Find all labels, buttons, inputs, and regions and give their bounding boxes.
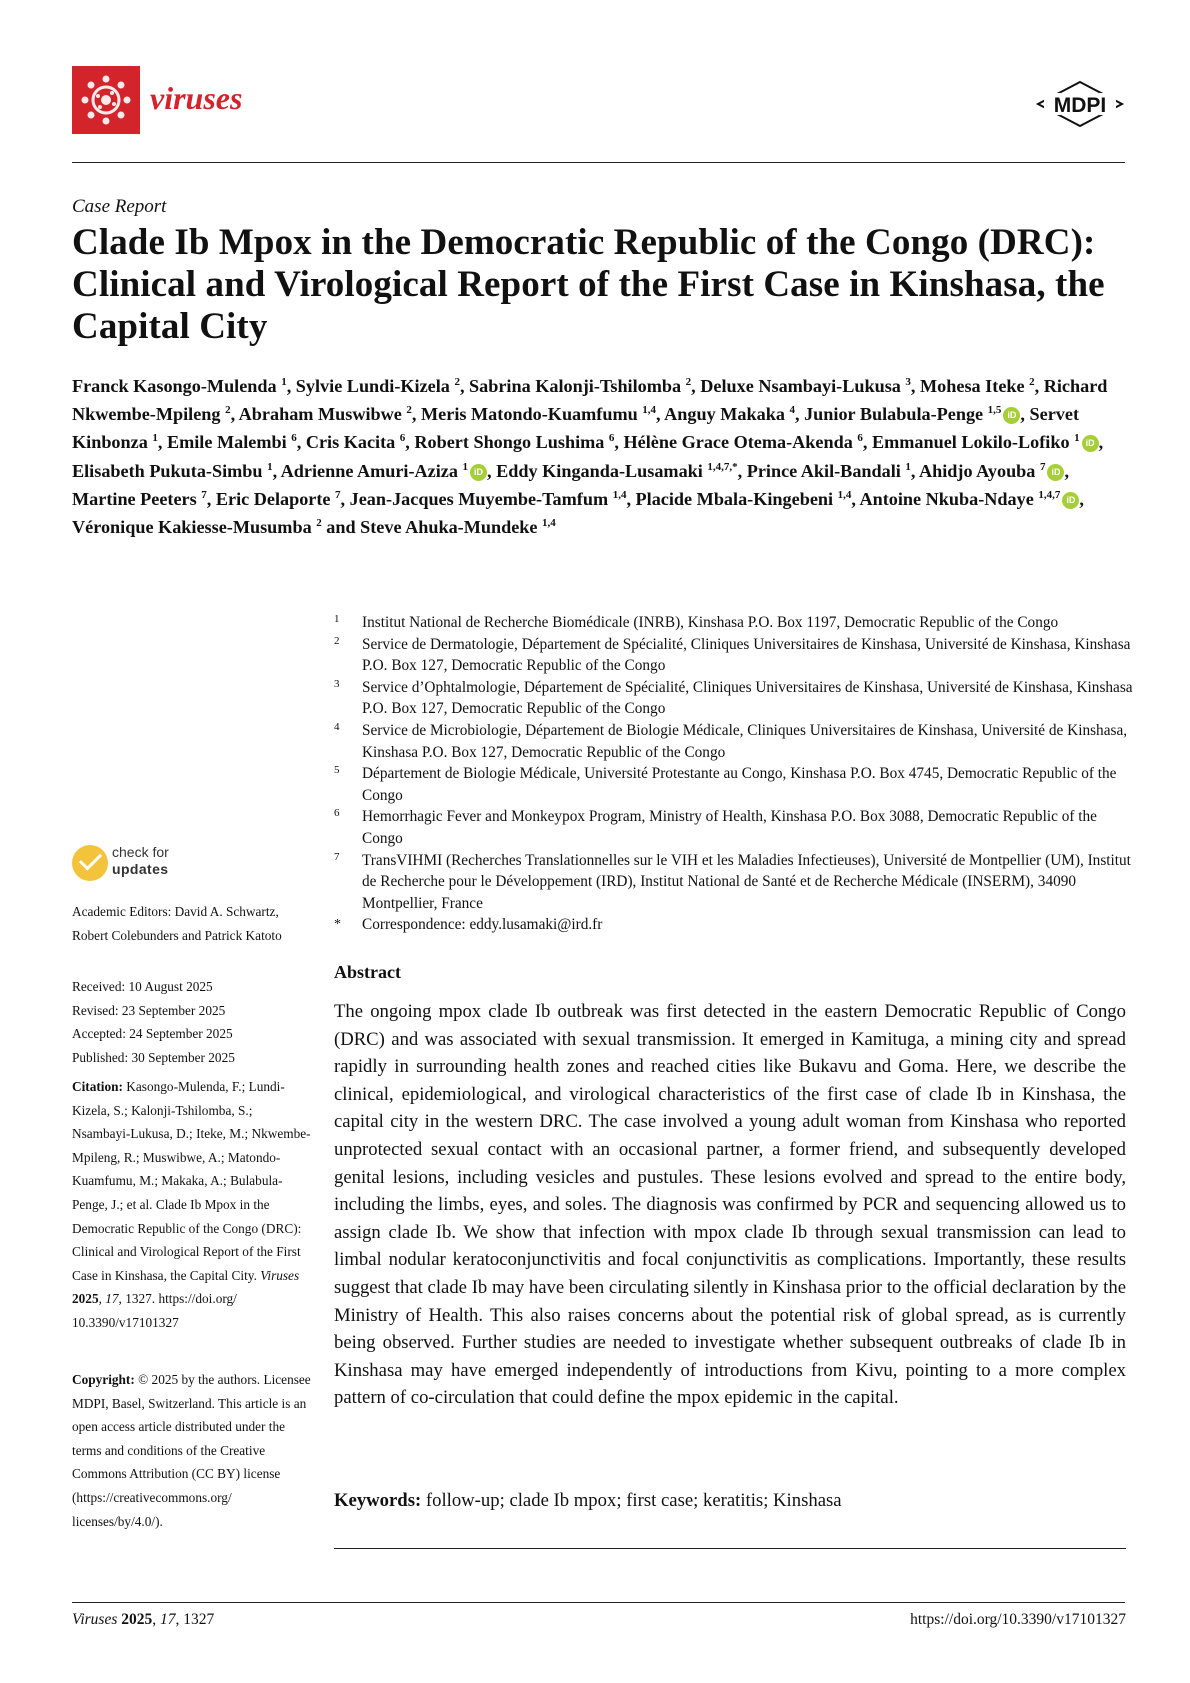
journal-logo (72, 66, 140, 134)
orcid-icon[interactable]: iD (1047, 464, 1064, 481)
author-affiliation-marker: 2 (1029, 376, 1035, 388)
affiliation-text: Service de Dermatologie, Département de Spécialité, Cliniques Universitaires de Kinshasa, Université de Kinshasa, Kinshasa P.O. Box 127, Democratic Republic of the Congo (362, 635, 1131, 675)
abstract-heading: Abstract (334, 962, 401, 982)
citation-label: Citation: (72, 1079, 123, 1094)
footer-volume: 17 (159, 1611, 176, 1628)
footer-citation: Viruses 2025, 17, 1327 (72, 1611, 215, 1628)
author-name[interactable]: Elisabeth Pukuta-Simbu (72, 460, 268, 481)
author-name[interactable]: Eddy Kinganda-Lusamaki (496, 460, 708, 481)
affiliation-item (334, 806, 1134, 849)
author-affiliation-marker: 2 (685, 376, 692, 388)
author-name[interactable]: Sabrina Kalonji-Tshilomba (469, 376, 686, 396)
affiliation-text: Service de Microbiologie, Département de Biologie Médicale, Cliniques Universitaires de Kinshasa, Université de Kinshasa, Kinshasa P.O. Box 127, Democratic Republic of the Congo (362, 721, 1128, 761)
author-affiliation-marker: 4 (789, 404, 795, 417)
abstract-body: The ongoing mpox clade Ib outbreak was first detected in the eastern Democratic Republic of Congo (DRC) and was associated with sexual transmission. It emerged in Kamituga, a mining city and spread rapidly in surrounding health zones and reached cities like Bukavu and Goma. Here, we describe the clinical, epidemiological, and virological characteristics of the first case of clade Ib in Kinshasa, the capital city in the western DRC. The case involved a young adult woman from Kinshasa who reported unprotected sexual contact with an occasional partner, a former friend, and subsequently developed genital lesions, including vesicles and pustules. These lesions evolved and spread to the entire body, including the limbs, eyes, and soles. The diagnosis was confirmed by PCR and sequencing allowed us to assign clade Ib. We show that infection with mpox clade Ib through sexual transmission can lead to limbal nodular keratoconjunctivitis and focal conjunctivitis as complications. Importantly, these results suggest that clade Ib may have been circulating silently in Kinshasa prior to the official declaration by the Ministry of Health. This also raises concerns about the potential risk of global spread, as is currently being observed. Further studies are needed to investigate whether subsequent outbreaks of clade Ib in Kinshasa may have emerged independently of introductions from Kivu, pointing to a more complex pattern of co-circulation that could define the mpox epidemic in the capital. (334, 1001, 1126, 1409)
dates-block (72, 975, 312, 1069)
affiliation-text: Département de Biologie Médicale, Université Protestante au Congo, Kinshasa P.O. Box 4745, Democratic Republic of the Congo (362, 765, 1117, 804)
footer-rule (72, 1602, 1125, 1603)
affiliations (334, 612, 1134, 936)
author-affiliation-marker: 1,4 (542, 517, 556, 530)
citation-text: Kasongo-Mulenda, F.; Lundi-Kizela, S.; Kalonji-Tshilomba, S.; Nsambayi-Lukusa, D.; Iteke, M.; Nkwembe-Mpileng, R.; Muswibwe, A.; Matondo-Kuamfumu, M.; Makaka, A.; Bulabula-Penge, J.; et al. Clade Ib Mpox in the Democratic Republic of the Congo (DRC): Clinical and Virological Report of the First Case in Kinshasa, the Capital City. (72, 1079, 311, 1283)
author-affiliation-marker: 6 (857, 432, 863, 445)
orcid-icon[interactable]: iD (1062, 492, 1079, 509)
author-affiliation-marker: 6 (608, 432, 615, 445)
affiliation-number: 4 (334, 720, 340, 733)
affiliation-text: Hemorrhagic Fever and Monkeypox Program, Ministry of Health, Kinshasa P.O. Box 3088, Democratic Republic of the Congo (362, 808, 1097, 847)
affiliation-item (334, 612, 1134, 634)
author-affiliation-marker: 6 (399, 432, 406, 445)
affiliation-number: 5 (334, 764, 340, 777)
author-affiliation-marker: 2 (225, 404, 231, 417)
publisher-logo (1034, 80, 1126, 128)
author-affiliation-marker: 2 (454, 376, 460, 388)
author-affiliation-marker: 1 (462, 460, 469, 473)
affiliation-number: 6 (334, 807, 340, 820)
check-updates-label-bold[interactable]: updates (112, 861, 169, 877)
affiliation-item (334, 677, 1134, 720)
author-affiliation-marker: 1,4 (642, 404, 657, 417)
author-affiliation-marker: 1,5 (987, 404, 1002, 417)
affiliation-item (334, 634, 1134, 677)
date-accepted: Accepted: 24 September 2025 (72, 1026, 233, 1042)
footer-year: 2025 (121, 1611, 153, 1628)
author-affiliation-marker: 1 (905, 460, 911, 473)
copyright-text: © 2025 by the authors. Licensee MDPI, Basel, Switzerland. This article is an open access article distributed under the terms and conditions of the Creative Commons Attribution (CC BY) license (https://creativecommons.org/ licenses/by/4.0/). (72, 1372, 311, 1529)
author-affiliation-marker: 1 (1074, 432, 1080, 445)
author-affiliation-marker: 1,4,7,* (707, 460, 738, 473)
author-affiliation-marker: 1 (152, 432, 158, 445)
footer-journal: Viruses (72, 1611, 118, 1628)
author-affiliation-marker: 1 (281, 376, 287, 388)
academic-editors: Academic Editors: David A. Schwartz, Robert Colebunders and Patrick Katoto (72, 904, 282, 943)
footer-doi-link[interactable]: https://doi.org/10.3390/v17101327 (910, 1611, 1126, 1628)
author-affiliation-marker: 2 (316, 517, 322, 530)
author-name[interactable]: Servet Kinbonza (72, 404, 1079, 453)
orcid-icon[interactable]: iD (470, 464, 487, 481)
article-type: Case Report (72, 196, 167, 217)
author-name[interactable]: Hélène Grace Otema-Akenda (623, 432, 858, 453)
author-affiliation-marker: 3 (905, 376, 911, 388)
author-name[interactable]: Mohesa Iteke (920, 376, 1030, 396)
author-name[interactable]: Steve Ahuka-Mundeke (360, 517, 543, 538)
citation-year: 2025 (72, 1291, 99, 1307)
copyright-block (72, 1368, 312, 1533)
author-name[interactable]: Adrienne Amuri-Aziza (280, 460, 463, 481)
abstract-rule (334, 1548, 1126, 1549)
author-affiliation-marker: 7 (201, 488, 207, 501)
author-name[interactable]: Junior Bulabula-Penge (804, 404, 988, 425)
author-name[interactable]: Robert Shongo Lushima (414, 432, 609, 453)
affiliation-number: 1 (334, 613, 340, 625)
affiliation-text: Institut National de Recherche Biomédicale (INRB), Kinshasa P.O. Box 1197, Democratic Republic of the Congo (362, 614, 1059, 631)
author-name[interactable]: Franck Kasongo-Mulenda (72, 376, 282, 396)
journal-name: viruses (150, 80, 243, 116)
author-name[interactable]: Richard Nkwembe-Mpileng (72, 376, 1108, 425)
author-affiliation-marker: 1,4 (612, 488, 627, 501)
date-published: Published: 30 September 2025 (72, 1049, 235, 1065)
author-list: Franck Kasongo-Mulenda $^1$, Sylvie Lundi-Kizela $^2$, Sabrina Kalonji-Tshilomba $^2$, Deluxe Nsambayi-Lukusa $^3$, Mohesa Iteke $^2$, Richard Nkwembe-Mpileng $^2$, Abraham Muswibwe $^2$, Meris Matondo-Kuamfumu $^{1,4}$, Anguy Makaka $^4$, Junior Bulabula-Penge $^{1,5}$ iD , Servet Kinbonza $^1$, Emile Malembi $^6$, Cris Kacita $^6$, Robert Shongo Lushima $^6$, Hélène Grace Otema-Akenda $^6$, Emmanuel Lokilo-Lofiko $^1$ iD , Elisabeth Pukuta-Simbu $^1$, Adrienne Amuri-Aziza $^1$ iD , Eddy Kinganda-Lusamaki $^{1,4,7,*}$, Prince Akil-Bandali $^1$, Ahidjo Ayouba $^7$ iD , Martine Peeters $^7$, Eric Delaporte $^7$, Jean-Jacques Muyembe-Tamfum $^{1,4}$, Placide Mbala-Kingebeni $^{1,4}$, Antoine Nkuba-Ndaye $^{1,4,7}$ iD , Véronique Kakiesse-Musumba $^2$ and Steve Ahuka-Mundeke $^{1,4}$ (72, 376, 1108, 538)
correspondence (334, 914, 1134, 936)
article-title: Clade Ib Mpox in the Democratic Republic of the Congo (DRC): Clinical and Virological Report of the First Case in Kinshasa, the Capital City (72, 222, 1105, 347)
author-name[interactable]: Ahidjo Ayouba (918, 460, 1040, 481)
correspondence-mark: * (334, 917, 341, 933)
citation-block: Citation: Kasongo-Mulenda, F.; Lundi-Kizela, S.; Kalonji-Tshilomba, S.; Nsambayi-Lukusa, D.; Iteke, M.; Nkwembe-Mpileng, R.; Muswibwe, A.; Matondo-Kuamfumu, M.; Makaka, A.; Bulabula-Penge, J.; et al. Clade Ib Mpox in the Democratic Republic of the Congo (DRC): Clinical and Virological Report of the First Case in Kinshasa, the Capital City. Viruses 2025, 17, 1327. https://doi.org/ 10.3390/v17101327 (72, 1079, 311, 1330)
svg-text:MDPI: MDPI (1053, 94, 1107, 117)
date-received: Received: 10 August 2025 (72, 979, 213, 994)
author-name[interactable]: Anguy Makaka (664, 404, 790, 425)
author-name[interactable]: Abraham Muswibwe (238, 404, 407, 425)
author-name[interactable]: Véronique Kakiesse-Musumba (72, 517, 317, 538)
footer-article: , 1327 (175, 1611, 215, 1628)
affiliation-item (334, 763, 1134, 806)
affiliation-number: 3 (334, 677, 340, 690)
author-name[interactable]: Sylvie Lundi-Kizela (295, 376, 455, 396)
keywords (334, 1490, 1126, 1512)
header-rule (72, 162, 1125, 163)
author-name[interactable]: Emile Malembi (166, 432, 292, 453)
date-revised: Revised: 23 September 2025 (72, 1002, 226, 1018)
affiliation-number: 7 (334, 850, 340, 863)
author-name[interactable]: Meris Matondo-Kuamfumu (421, 404, 643, 425)
citation-volume: 17 (105, 1291, 119, 1307)
author-affiliation-marker: 1,4 (837, 488, 852, 501)
affiliation-text: Service d’Ophtalmologie, Département de Spécialité, Cliniques Universitaires de Kinshasa, Université de Kinshasa, Kinshasa P.O. Box 127, Democratic Republic of the Congo (362, 678, 1133, 718)
check-updates-label[interactable]: check for (112, 844, 169, 860)
author-affiliation-marker: 7 (335, 488, 341, 501)
author-name[interactable]: Eric Delaporte (215, 488, 336, 509)
affiliation-item (334, 720, 1134, 763)
citation-rest[interactable]: , 1327. https://doi.org/ 10.3390/v17101327 (72, 1291, 237, 1330)
author-name[interactable]: Placide Mbala-Kingebeni (635, 488, 838, 509)
author-affiliation-marker: 1,4,7 (1038, 488, 1061, 501)
keywords-label: Keywords: (334, 1490, 422, 1511)
orcid-icon[interactable]: iD (1082, 435, 1099, 452)
affiliation-text: TransVIHMI (Recherches Translationnelles sur le VIH et les Maladies Infectieuses), Université de Montpellier (UM), Institut de Recherche pour le Développement (IRD), Institut National de Santé et de Recherche Médicale (INSERM), 34090 Montpellier, France (362, 851, 1131, 912)
author-name[interactable]: Deluxe Nsambayi-Lukusa (700, 376, 906, 396)
author-affiliation-marker: 2 (406, 404, 412, 417)
orcid-icon[interactable]: iD (1003, 407, 1020, 424)
copyright-label: Copyright: (72, 1372, 135, 1387)
author-name[interactable]: Prince Akil-Bandali (746, 460, 906, 481)
author-affiliation-marker: 6 (291, 432, 297, 445)
affiliation-number: 2 (334, 634, 340, 647)
author-name[interactable]: Martine Peeters (72, 488, 202, 509)
correspondence-text[interactable]: Correspondence: eddy.lusamaki@ird.fr (362, 916, 603, 934)
author-name[interactable]: Cris Kacita (305, 432, 400, 453)
affiliation-item (334, 850, 1134, 915)
author-name[interactable]: Antoine Nkuba-Ndaye (859, 488, 1039, 509)
citation-journal: Viruses (260, 1267, 300, 1283)
author-affiliation-marker: 7 (1039, 460, 1046, 473)
keywords-text: follow-up; clade Ib mpox; first case; keratitis; Kinshasa (425, 1490, 842, 1511)
author-name[interactable]: Emmanuel Lokilo-Lofiko (871, 432, 1075, 453)
author-name[interactable]: Jean-Jacques Muyembe-Tamfum (349, 488, 613, 509)
author-affiliation-marker: 1 (267, 460, 273, 473)
